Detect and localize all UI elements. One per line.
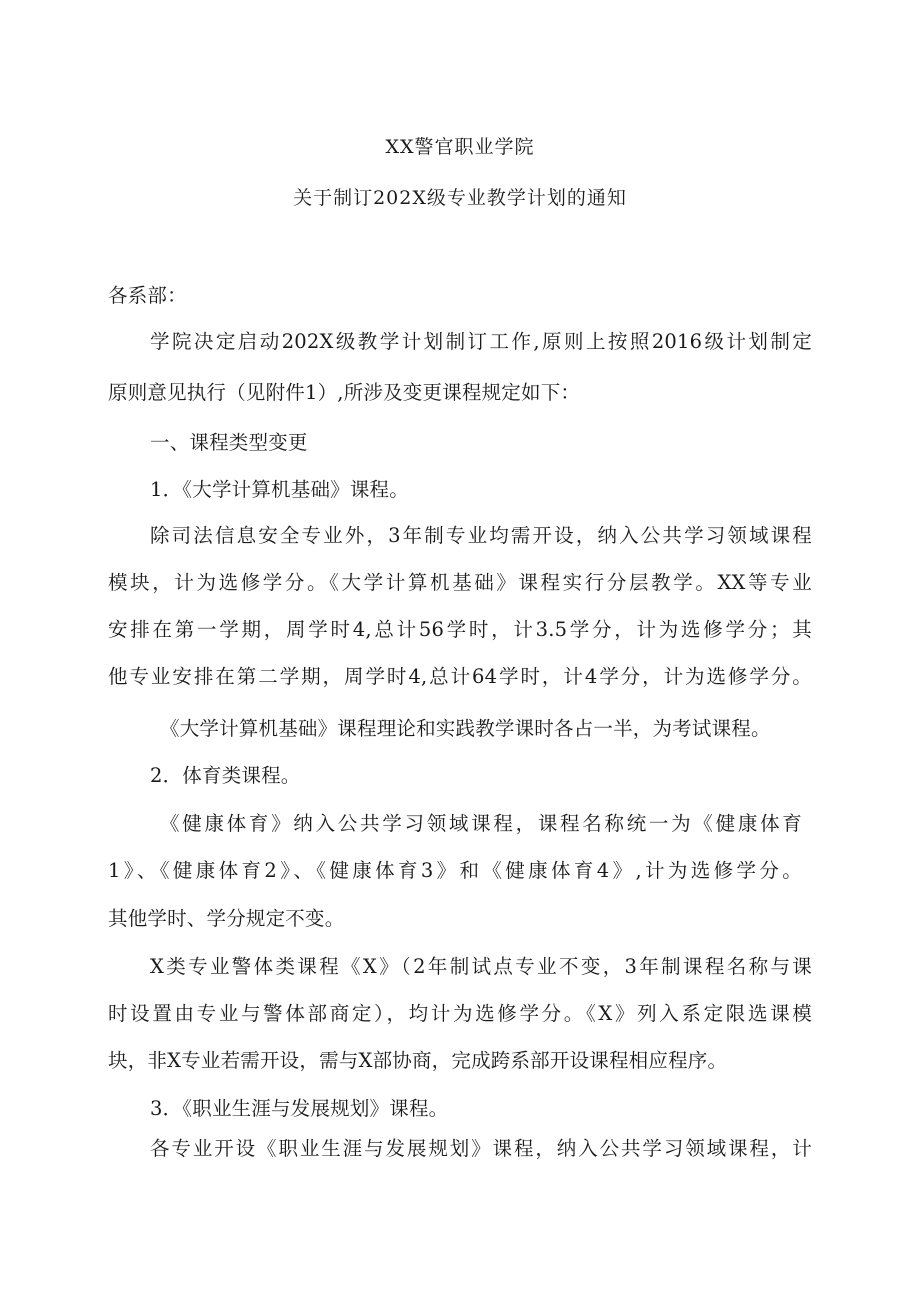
- paragraph-line: 块，非X专业若需开设，需与X部协商，完成跨系部开设课程相应程序。: [108, 1049, 728, 1072]
- paragraph-line: 其他学时、学分规定不变。: [108, 907, 345, 930]
- paragraph-line: 安排在第一学期，周学时4,总计56学时，计3.5学分，计为选修学分；其: [108, 618, 812, 641]
- paragraph-line: 《大学计算机基础》课程理论和实践教学课时各占一半，为考试课程。: [160, 717, 771, 740]
- salutation: 各系部：: [108, 284, 187, 307]
- document-subtitle: 关于制订202X级专业教学计划的通知: [293, 187, 627, 209]
- paragraph-line: 除司法信息安全专业外，3年制专业均需开设，纳入公共学习领域课程: [150, 524, 812, 547]
- paragraph-line: 他专业安排在第二学期，周学时4,总计64学时，计4学分，计为选修学分。: [108, 665, 812, 688]
- paragraph-line: 模块，计为选修学分。《大学计算机基础》课程实行分层教学。XX等专业: [108, 571, 812, 594]
- paragraph-line: 原则意见执行（见附件1）,所涉及变更课程规定如下：: [108, 381, 581, 404]
- paragraph-line: 学院决定启动202X级教学计划制订工作,原则上按照2016级计划制定: [150, 330, 812, 353]
- subsection-heading: 2．体育类课程。: [150, 764, 301, 787]
- subsection-heading: 1．《大学计算机基础》课程。: [150, 478, 409, 501]
- paragraph-line: 时设置由专业与警体部商定），均计为选修学分。《X》列入系定限选课模: [108, 1002, 812, 1025]
- paragraph-line: X类专业警体类课程《X》（2年制试点专业不变，3年制课程名称与课: [150, 955, 812, 978]
- paragraph-line: 各专业开设《职业生涯与发展规划》课程，纳入公共学习领域课程，计: [150, 1137, 812, 1160]
- paragraph-line: 《健康体育》纳入公共学习领域课程，课程名称统一为《健康体育: [160, 812, 802, 835]
- subsection-heading: 3．《职业生涯与发展规划》课程。: [150, 1097, 449, 1120]
- paragraph-line: 1》、《健康体育2》、《健康体育3》和《健康体育4》,计为选修学分。: [108, 859, 802, 882]
- document-title: XX警官职业学院: [385, 136, 535, 158]
- section-heading: 一、课程类型变更: [150, 431, 308, 454]
